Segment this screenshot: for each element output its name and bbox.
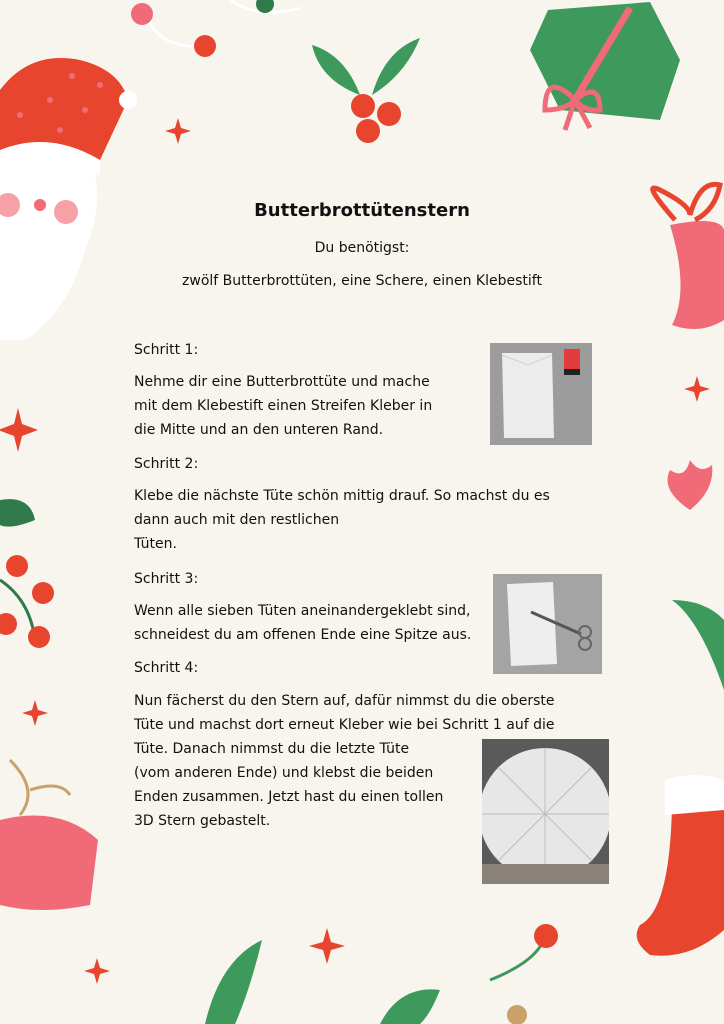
step-3-text: Wenn alle sieben Tüten aneinandergeklebt sind, schneidest du am offenen Ende eine Spitze aus. [134,603,472,643]
step-4-label: Schritt 4: [134,660,199,676]
step-1-text: Nehme dir eine Butterbrottüte und mache mit dem Klebestift einen Streifen Kleber in die Mitte und an den unteren Rand. [134,374,433,438]
photo-bags-scissors [493,574,602,674]
step-1-label: Schritt 1: [134,342,199,358]
stocking-icon [637,775,724,956]
needs-label: Du benötigst: [314,240,410,256]
santa-icon [0,58,137,340]
photo-bag-glue-stick [490,343,592,445]
photo-finished-star [482,739,609,884]
leaf-icon [668,460,724,690]
gift-box-icon [530,2,680,130]
step-2-label: Schritt 2: [134,456,199,472]
berries-icon [0,499,54,648]
step-2-text: Klebe die nächste Tüte schön mittig drauf. So machst du es dann auch mit den restlichen Tüten. [134,488,550,552]
step-3-label: Schritt 3: [134,571,199,587]
branch-icon [205,924,558,1024]
top-garland-ornaments [131,0,300,57]
present-icon [0,760,98,910]
page-title: Butterbrottütenstern [254,200,470,221]
holly-icon [312,38,420,143]
materials-list: zwölf Butterbrottüten, eine Schere, einen Klebestift [182,273,542,289]
step-4-text: Nun fächerst du den Stern auf, dafür nimmst du die oberste Tüte und machst dort erneut Kleber wie bei Schritt 1 auf die Tüte. Danach nimmst du die letzte Tüte (vom anderen Ende) und klebst die beiden Enden zusammen. Jetzt hast du einen tollen 3D Stern gebastelt. [134,693,555,829]
